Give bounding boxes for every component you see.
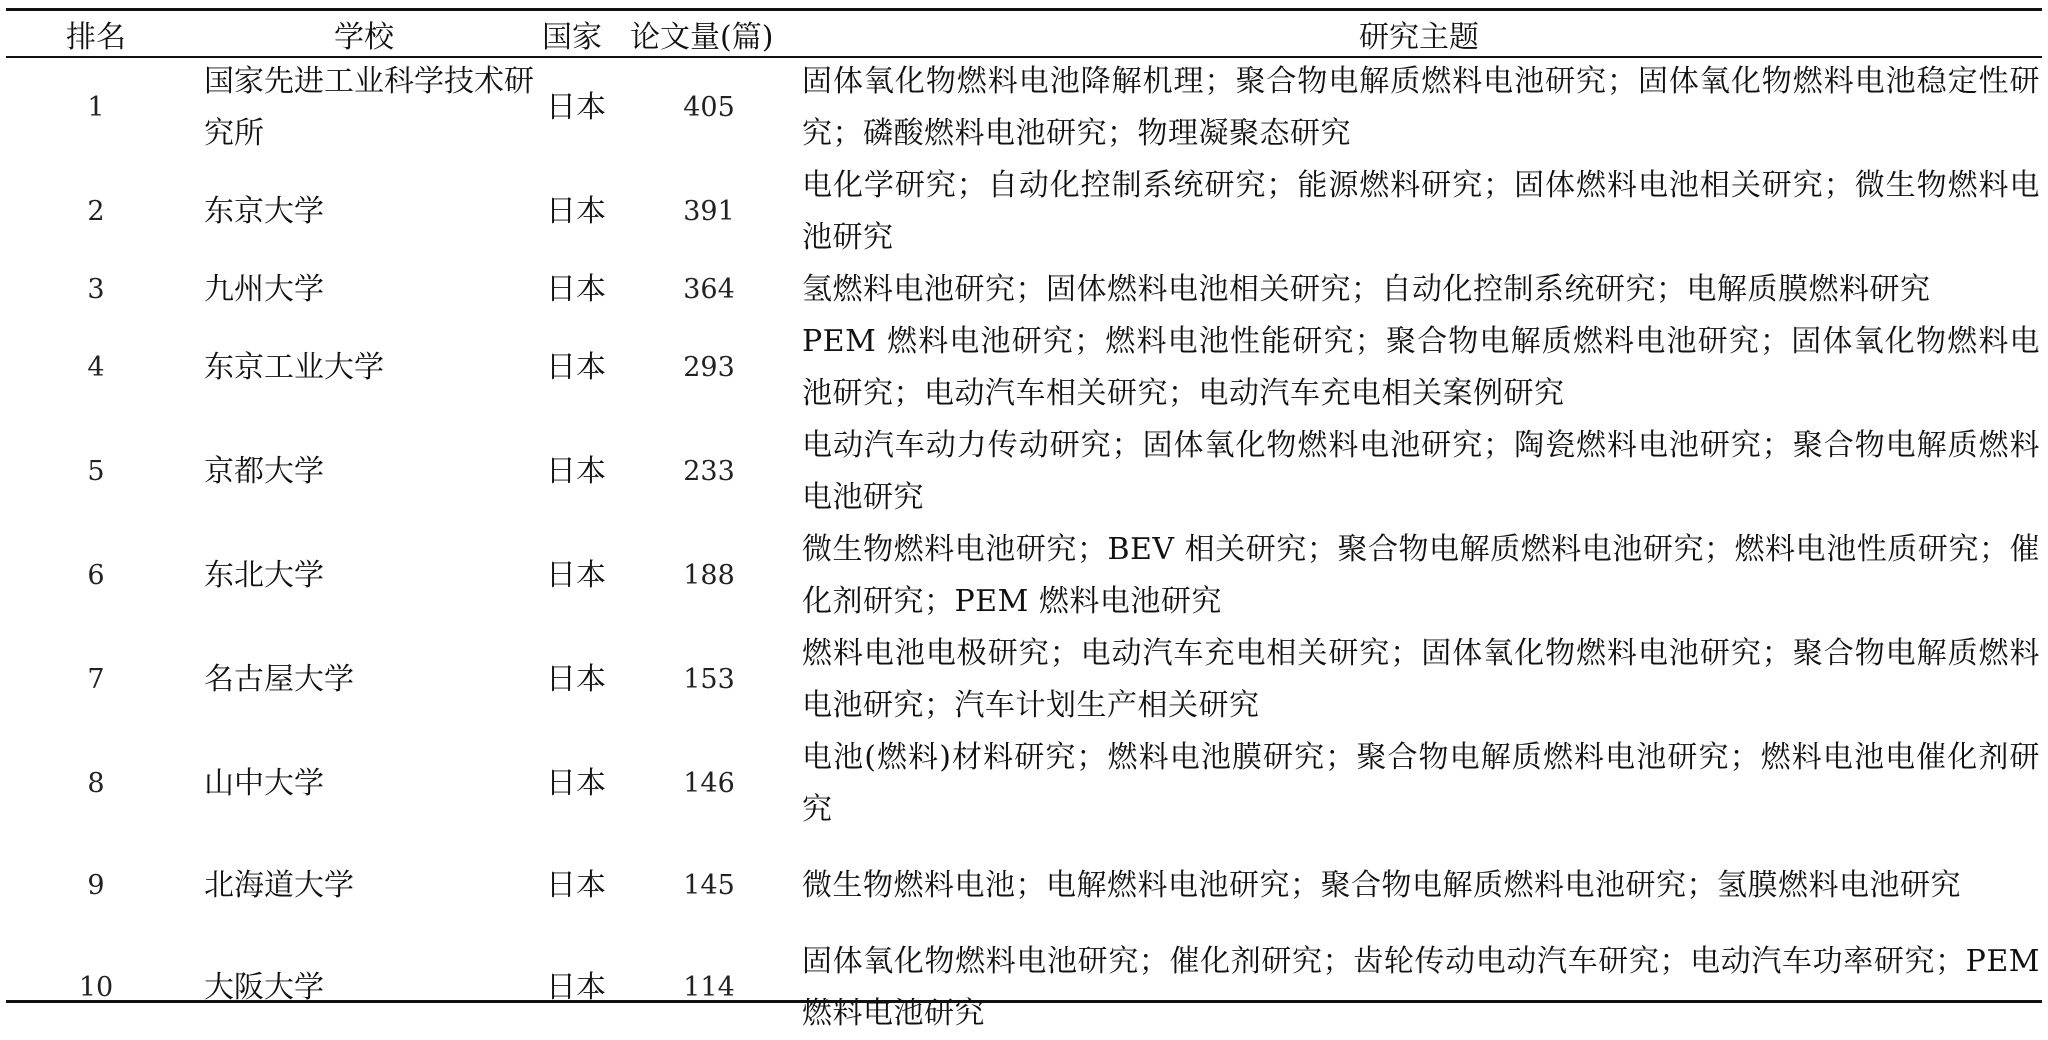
cell-research-topic: 微生物燃料电池；电解燃料电池研究；聚合物电解质燃料电池研究；氢膜燃料电池研究 (802, 868, 1961, 903)
table-row (6, 936, 2042, 1040)
cell-research-topic: PEM 燃料电池研究；燃料电池性能研究；聚合物电解质燃料电池研究；固体氧化物燃料电池研究；电动汽车相关研究；电动汽车充电相关案例研究 (802, 324, 2040, 411)
cell-paper-count: 233 (683, 456, 735, 487)
cell-country: 日本 (546, 454, 606, 489)
cell-school: 东北大学 (204, 558, 324, 593)
cell-rank: 8 (87, 768, 105, 799)
cell-country: 日本 (546, 766, 606, 801)
cell-paper-count: 405 (683, 92, 735, 123)
cell-research-topic: 固体氧化物燃料电池降解机理；聚合物电解质燃料电池研究；固体氧化物燃料电池稳定性研究；磷酸燃料电池研究；物理凝聚态研究 (802, 64, 2040, 151)
table-row (6, 264, 2042, 316)
table-header-row (6, 11, 2042, 56)
cell-research-topic: 电化学研究；自动化控制系统研究；能源燃料研究；固体燃料电池相关研究；微生物燃料电池研究 (802, 168, 2040, 255)
cell-country: 日本 (546, 272, 606, 307)
cell-rank: 2 (87, 196, 105, 227)
cell-school: 京都大学 (204, 454, 324, 489)
cell-paper-count: 188 (683, 560, 735, 591)
cell-rank: 4 (87, 352, 105, 383)
cell-school: 东京大学 (204, 194, 324, 229)
cell-paper-count: 114 (683, 972, 735, 1003)
header-rank: 排名 (66, 19, 126, 55)
cell-paper-count: 145 (683, 870, 735, 901)
cell-country: 日本 (546, 558, 606, 593)
cell-country: 日本 (546, 662, 606, 697)
cell-research-topic: 微生物燃料电池研究；BEV 相关研究；聚合物电解质燃料电池研究；燃料电池性质研究；催化剂研究；PEM 燃料电池研究 (802, 532, 2040, 619)
cell-rank: 7 (87, 664, 105, 695)
cell-school: 九州大学 (204, 272, 324, 307)
cell-research-topic: 固体氧化物燃料电池研究；催化剂研究；齿轮传动电动汽车研究；电动汽车功率研究；PEM 燃料电池研究 (802, 944, 2040, 1031)
header-paper-count: 论文量(篇) (630, 19, 774, 55)
table-row (6, 732, 2042, 836)
table-row (6, 524, 2042, 628)
cell-country: 日本 (546, 350, 606, 385)
cell-rank: 3 (87, 274, 105, 305)
ranking-table (6, 11, 2042, 1040)
cell-country: 日本 (546, 970, 606, 1005)
cell-research-topic: 电动汽车动力传动研究；固体氧化物燃料电池研究；陶瓷燃料电池研究；聚合物电解质燃料电池研究 (802, 428, 2040, 515)
cell-paper-count: 153 (683, 664, 735, 695)
cell-school: 北海道大学 (204, 868, 354, 903)
cell-school: 大阪大学 (204, 970, 324, 1005)
cell-research-topic: 电池(燃料)材料研究；燃料电池膜研究；聚合物电解质燃料电池研究；燃料电池电催化剂研究 (802, 740, 2040, 827)
table-row (6, 316, 2042, 420)
table-row (6, 836, 2042, 936)
cell-school: 山中大学 (204, 766, 324, 801)
cell-research-topic: 燃料电池电极研究；电动汽车充电相关研究；固体氧化物燃料电池研究；聚合物电解质燃料电池研究；汽车计划生产相关研究 (802, 636, 2040, 723)
cell-paper-count: 391 (683, 196, 735, 227)
table-row (6, 628, 2042, 732)
cell-school: 名古屋大学 (204, 662, 354, 697)
cell-rank: 6 (87, 560, 105, 591)
cell-rank: 1 (87, 92, 105, 123)
cell-paper-count: 146 (683, 768, 735, 799)
cell-country: 日本 (546, 868, 606, 903)
header-country: 国家 (542, 19, 602, 55)
cell-rank: 10 (78, 972, 114, 1003)
cell-paper-count: 364 (683, 274, 735, 305)
cell-country: 日本 (546, 90, 606, 125)
cell-country: 日本 (546, 194, 606, 229)
cell-rank: 5 (87, 456, 105, 487)
table-row (6, 160, 2042, 264)
header-school: 学校 (334, 19, 394, 55)
header-research-topic: 研究主题 (1359, 19, 1479, 55)
cell-research-topic: 氢燃料电池研究；固体燃料电池相关研究；自动化控制系统研究；电解质膜燃料研究 (802, 272, 1931, 307)
table-row (6, 56, 2042, 160)
cell-school: 东京工业大学 (204, 350, 384, 385)
cell-paper-count: 293 (683, 352, 735, 383)
cell-rank: 9 (87, 870, 105, 901)
cell-school: 国家先进工业科学技术研究所 (204, 64, 534, 151)
table-row (6, 420, 2042, 524)
